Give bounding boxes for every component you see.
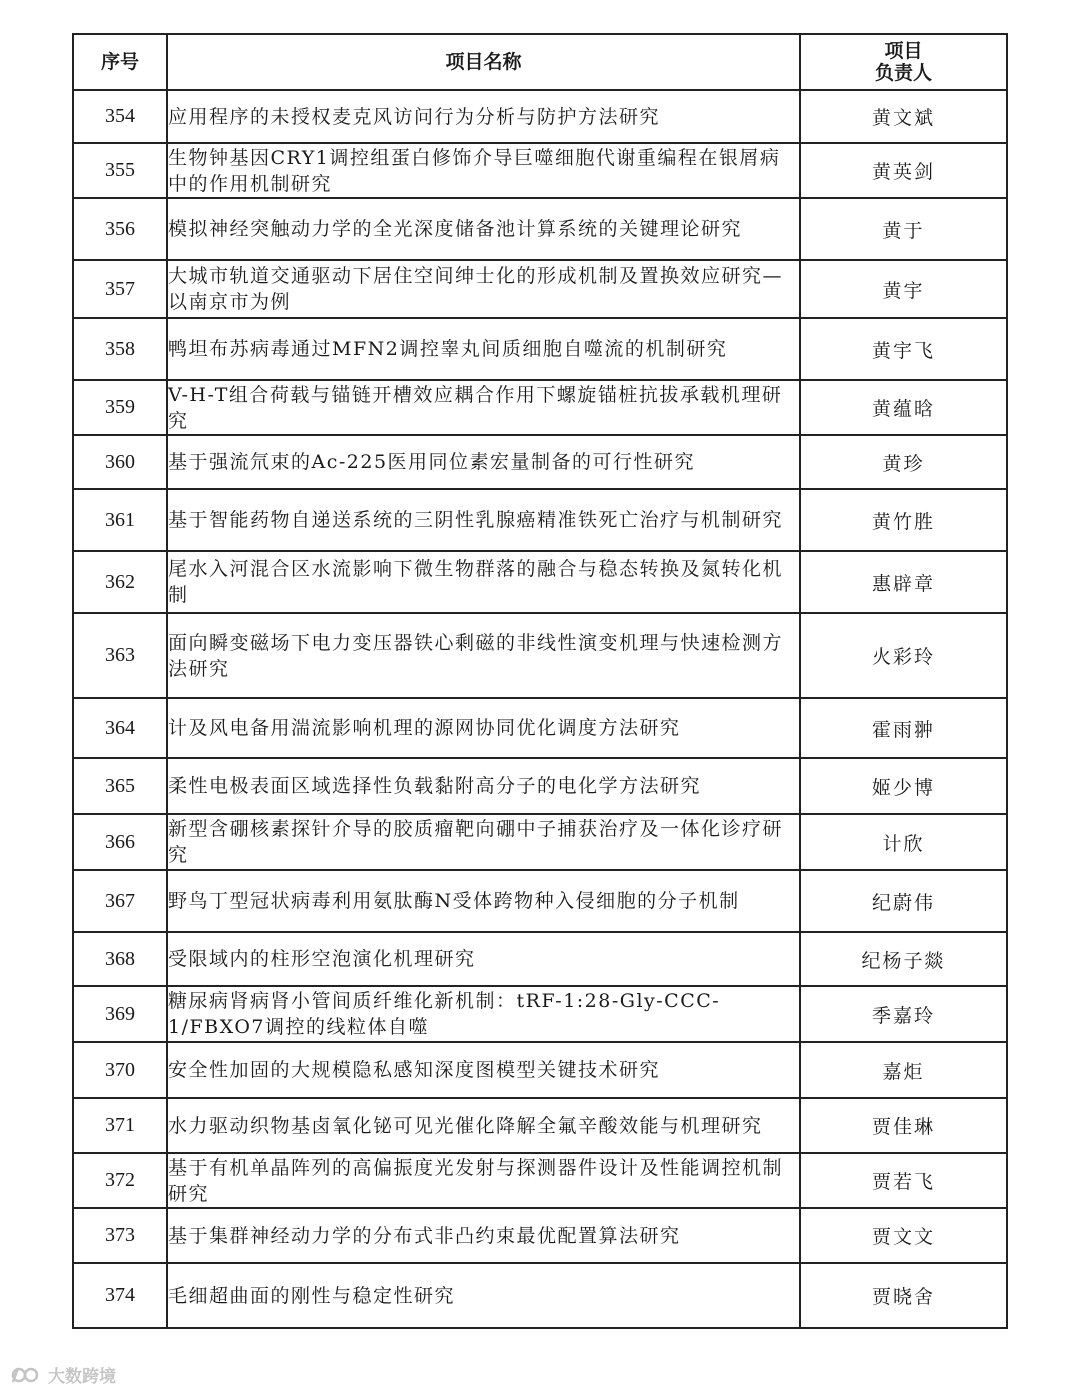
header-row	[73, 34, 1007, 90]
project-name: 基于集群神经动力学的分布式非凸约束最优配置算法研究	[167, 1208, 800, 1263]
table-row	[73, 814, 1007, 870]
header-owner-line2: 负责人	[874, 62, 932, 84]
table-row	[73, 260, 1007, 318]
table-row	[73, 1098, 1007, 1153]
table-row	[73, 380, 1007, 435]
table-row	[73, 318, 1007, 380]
project-owner: 贾佳琳	[800, 1098, 1007, 1153]
row-number: 371	[73, 1098, 167, 1153]
row-number: 370	[73, 1042, 167, 1098]
row-number: 355	[73, 143, 167, 198]
project-owner: 黄蕴晗	[800, 380, 1007, 435]
header-no: 序号	[73, 34, 167, 90]
project-name: 受限域内的柱形空泡演化机理研究	[167, 932, 800, 986]
row-number: 358	[73, 318, 167, 380]
table-row	[73, 198, 1007, 260]
project-owner: 计欣	[800, 814, 1007, 870]
project-owner: 纪杨子燚	[800, 932, 1007, 986]
row-number: 365	[73, 758, 167, 814]
watermark	[10, 1362, 116, 1387]
project-owner: 黄宇	[800, 260, 1007, 318]
project-name: 基于强流氘束的Ac-225医用同位素宏量制备的可行性研究	[167, 435, 800, 489]
row-number: 360	[73, 435, 167, 489]
project-owner: 火彩玲	[800, 613, 1007, 698]
table-row	[73, 613, 1007, 698]
project-name: 鸭坦布苏病毒通过MFN2调控睾丸间质细胞自噬流的机制研究	[167, 318, 800, 380]
project-name: 计及风电备用湍流影响机理的源网协同优化调度方法研究	[167, 698, 800, 758]
project-owner: 黄珍	[800, 435, 1007, 489]
project-owner: 黄宇飞	[800, 318, 1007, 380]
project-owner: 贾文文	[800, 1208, 1007, 1263]
project-name: 糖尿病肾病肾小管间质纤维化新机制：tRF-1:28-Gly-CCC-1/FBXO7调控的线粒体自噬	[167, 986, 800, 1042]
row-number: 357	[73, 260, 167, 318]
project-name: V-H-T组合荷载与锚链开槽效应耦合作用下螺旋锚桩抗拔承载机理研究	[167, 380, 800, 435]
table-row	[73, 435, 1007, 489]
table-row	[73, 90, 1007, 143]
table-body	[73, 90, 1007, 1328]
row-number: 367	[73, 870, 167, 932]
table-row	[73, 758, 1007, 814]
row-number: 374	[73, 1263, 167, 1328]
project-owner: 黄文斌	[800, 90, 1007, 143]
watermark-logo-icon	[10, 1364, 44, 1386]
header-project-name: 项目名称	[167, 34, 800, 90]
project-owner: 黄于	[800, 198, 1007, 260]
table-row	[73, 932, 1007, 986]
project-owner: 季嘉玲	[800, 986, 1007, 1042]
project-name: 模拟神经突触动力学的全光深度储备池计算系统的关键理论研究	[167, 198, 800, 260]
row-number: 373	[73, 1208, 167, 1263]
projects-table	[72, 33, 1008, 1329]
project-name: 野鸟丁型冠状病毒利用氨肽酶N受体跨物种入侵细胞的分子机制	[167, 870, 800, 932]
row-number: 364	[73, 698, 167, 758]
table-row	[73, 986, 1007, 1042]
watermark-text: 大数跨境	[48, 1367, 116, 1387]
project-name: 应用程序的未授权麦克风访问行为分析与防护方法研究	[167, 90, 800, 143]
header-project-owner	[800, 34, 1007, 90]
row-number: 356	[73, 198, 167, 260]
project-name: 大城市轨道交通驱动下居住空间绅士化的形成机制及置换效应研究—以南京市为例	[167, 260, 800, 318]
project-name: 安全性加固的大规模隐私感知深度图模型关键技术研究	[167, 1042, 800, 1098]
project-name: 生物钟基因CRY1调控组蛋白修饰介导巨噬细胞代谢重编程在银屑病中的作用机制研究	[167, 143, 800, 198]
row-number: 368	[73, 932, 167, 986]
row-number: 372	[73, 1153, 167, 1208]
table-row	[73, 698, 1007, 758]
row-number: 361	[73, 489, 167, 551]
row-number: 359	[73, 380, 167, 435]
project-name: 柔性电极表面区域选择性负载黏附高分子的电化学方法研究	[167, 758, 800, 814]
project-name: 新型含硼核素探针介导的胶质瘤靶向硼中子捕获治疗及一体化诊疗研究	[167, 814, 800, 870]
project-owner: 贾若飞	[800, 1153, 1007, 1208]
project-owner: 贾晓舍	[800, 1263, 1007, 1328]
row-number: 363	[73, 613, 167, 698]
table-row	[73, 143, 1007, 198]
table-row	[73, 1208, 1007, 1263]
project-owner: 霍雨翀	[800, 698, 1007, 758]
row-number: 369	[73, 986, 167, 1042]
row-number: 354	[73, 90, 167, 143]
project-owner: 黄英剑	[800, 143, 1007, 198]
project-owner: 惠辟章	[800, 551, 1007, 613]
project-owner: 姬少博	[800, 758, 1007, 814]
table-row	[73, 551, 1007, 613]
project-name: 尾水入河混合区水流影响下微生物群落的融合与稳态转换及氮转化机制	[167, 551, 800, 613]
table-row	[73, 489, 1007, 551]
project-name: 水力驱动织物基卤氧化铋可见光催化降解全氟辛酸效能与机理研究	[167, 1098, 800, 1153]
project-name: 毛细超曲面的刚性与稳定性研究	[167, 1263, 800, 1328]
project-name: 基于智能药物自递送系统的三阴性乳腺癌精准铁死亡治疗与机制研究	[167, 489, 800, 551]
table-row	[73, 1153, 1007, 1208]
project-name: 面向瞬变磁场下电力变压器铁心剩磁的非线性演变机理与快速检测方法研究	[167, 613, 800, 698]
project-owner: 纪蔚伟	[800, 870, 1007, 932]
project-owner: 嘉炬	[800, 1042, 1007, 1098]
header-owner-line1: 项目	[884, 40, 923, 62]
project-name: 基于有机单晶阵列的高偏振度光发射与探测器件设计及性能调控机制研究	[167, 1153, 800, 1208]
table-row	[73, 870, 1007, 932]
table-row	[73, 1042, 1007, 1098]
table-header	[73, 34, 1007, 90]
row-number: 366	[73, 814, 167, 870]
table-row	[73, 1263, 1007, 1328]
project-owner: 黄竹胜	[800, 489, 1007, 551]
row-number: 362	[73, 551, 167, 613]
